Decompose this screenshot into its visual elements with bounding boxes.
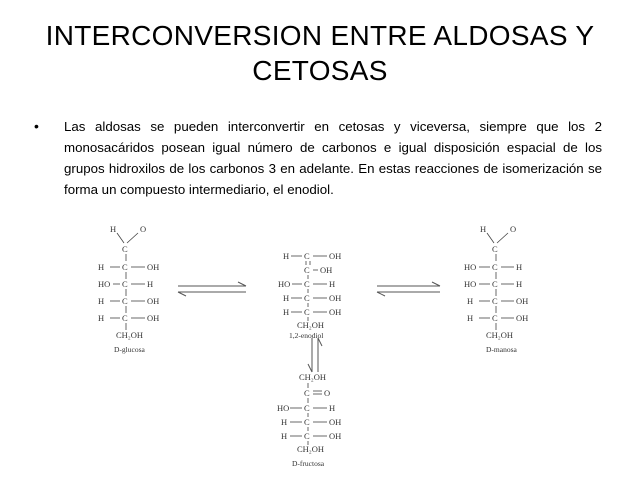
mannose-c4-left: H: [467, 296, 474, 306]
glucose-c4-right: OH: [147, 296, 160, 306]
fructose-c3: C: [304, 403, 310, 413]
glucose-structure: [98, 224, 159, 354]
fructose-ch2oh: CH₂OH: [297, 444, 325, 454]
svg-text:C: C: [492, 244, 498, 254]
fructose-c5-left: H: [281, 431, 288, 441]
glucose-label: D-glucosa: [114, 345, 145, 354]
glucose-c3: C: [122, 279, 128, 289]
enodiol-c5-right: OH: [329, 307, 342, 317]
enodiol-c2-right: OH: [320, 265, 333, 275]
fructose-c3-left: HO: [277, 403, 290, 413]
equilibrium-arrowhead-down: [308, 364, 312, 372]
fructose-top: CH₂OH: [299, 372, 327, 382]
fructose-c5: C: [304, 431, 310, 441]
glucose-c5-right: OH: [147, 313, 160, 323]
glucose-c4-left: H: [98, 296, 105, 306]
enodiol-structure: [278, 251, 341, 340]
glucose-ch2oh: CH₂OH: [116, 330, 144, 340]
mannose-c5-right: OH: [516, 313, 529, 323]
mannose-label: D-manosa: [486, 345, 517, 354]
enodiol-c1-left: H: [283, 251, 290, 261]
enodiol-c4-left: H: [283, 293, 290, 303]
enodiol-c5-left: H: [283, 307, 290, 317]
fructose-c2: C: [304, 388, 310, 398]
equilibrium-arrowhead-right-2: [432, 282, 440, 286]
glucose-c2-left: H: [98, 262, 105, 272]
fructose-c4-left: H: [281, 417, 288, 427]
glucose-c5-left: H: [98, 313, 105, 323]
glucose-c2: C: [122, 262, 128, 272]
fructose-c3-right: H: [329, 403, 336, 413]
fructose-structure: [277, 372, 341, 468]
enodiol-ch2oh: CH₂OH: [297, 320, 325, 330]
fructose-c2-o: O: [324, 388, 331, 398]
enodiol-c1-right: OH: [329, 251, 342, 261]
glucose-top-o: O: [140, 224, 147, 234]
equilibrium-arrowhead-left: [178, 292, 186, 296]
mannose-top-h: H: [480, 224, 487, 234]
mannose-structure: [464, 224, 528, 354]
equilibrium-arrowhead-left-2: [377, 292, 385, 296]
mannose-c3-right: H: [516, 279, 523, 289]
mannose-c2-left: HO: [464, 262, 477, 272]
enodiol-c5: C: [304, 307, 310, 317]
mannose-c2-right: H: [516, 262, 523, 272]
enodiol-c3-right: H: [329, 279, 336, 289]
mannose-ch2oh: CH₂OH: [486, 330, 514, 340]
glucose-c2-right: OH: [147, 262, 160, 272]
glucose-c3-left: HO: [98, 279, 111, 289]
enodiol-c3-left: HO: [278, 279, 291, 289]
fructose-c5-right: OH: [329, 431, 342, 441]
enodiol-c3: C: [304, 279, 310, 289]
enodiol-c4-right: OH: [329, 293, 342, 303]
glucose-top-h: H: [110, 224, 117, 234]
bullet-text: Las aldosas se pueden interconvertir en cetosas y viceversa, siempre que los 2 monosacáridos posean igual número de carbonos e igual disposición espacial de los grupos hidroxilos de los carbonos 3 en adelante. En estas reacciones de isomerización se forma un compuesto intermediario, el enodiol.: [64, 119, 602, 197]
mannose-c5-left: H: [467, 313, 474, 323]
enodiol-c1: C: [304, 251, 310, 261]
mannose-c3: C: [492, 279, 498, 289]
glucose-c3-right: H: [147, 279, 154, 289]
fructose-c4-right: OH: [329, 417, 342, 427]
svg-text:C: C: [122, 244, 128, 254]
mannose-c3-left: HO: [464, 279, 477, 289]
fructose-label: D-fructosa: [292, 459, 325, 468]
glucose-c4: C: [122, 296, 128, 306]
fructose-c4: C: [304, 417, 310, 427]
title-line-2: CETOSAS: [252, 55, 388, 86]
mannose-c4-right: OH: [516, 296, 529, 306]
enodiol-c2: C: [304, 265, 310, 275]
bullet-icon: •: [34, 118, 39, 134]
enodiol-label: 1,2-enodiol: [289, 331, 324, 340]
equilibrium-arrowhead-right: [238, 282, 246, 286]
mannose-c5: C: [492, 313, 498, 323]
glucose-c5: C: [122, 313, 128, 323]
mannose-c2: C: [492, 262, 498, 272]
mannose-top-o: O: [510, 224, 517, 234]
enodiol-c4: C: [304, 293, 310, 303]
title-line-1: INTERCONVERSION ENTRE ALDOSAS Y: [45, 20, 595, 51]
mannose-c4: C: [492, 296, 498, 306]
